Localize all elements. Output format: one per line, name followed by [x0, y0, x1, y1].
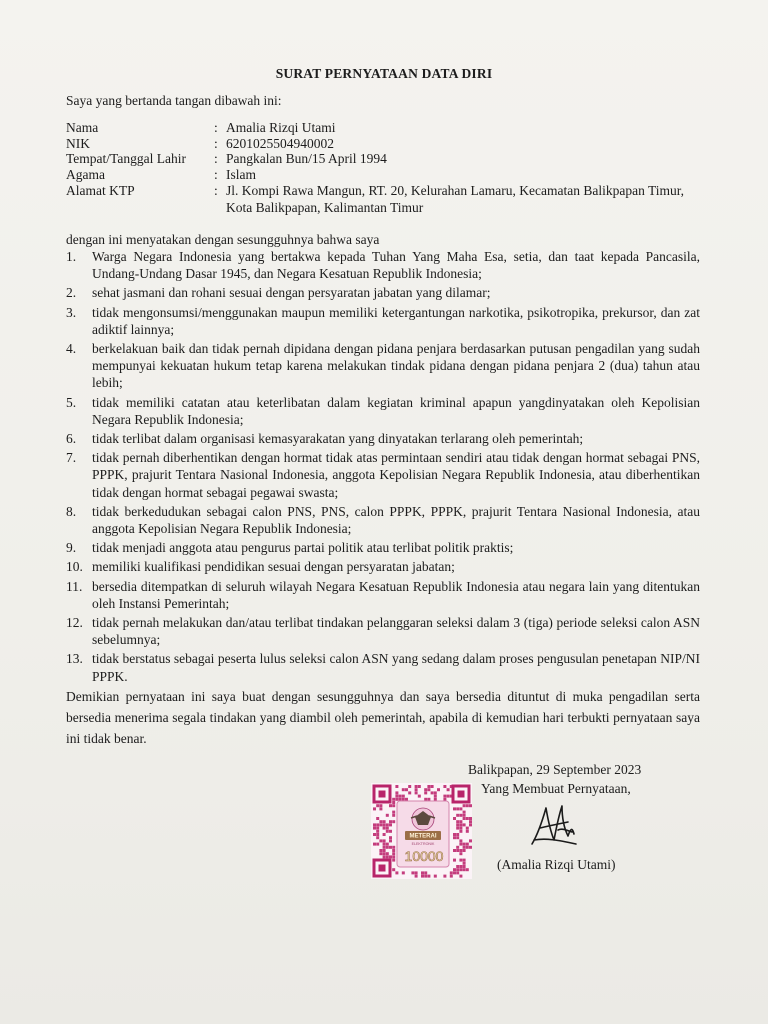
qr-module [376, 823, 379, 826]
qr-module [392, 820, 395, 823]
qr-module [466, 843, 469, 846]
qr-module [415, 785, 418, 788]
qr-module [383, 849, 386, 852]
qr-module [418, 785, 421, 788]
qr-module [459, 807, 462, 810]
qr-module [395, 791, 398, 794]
list-item: 8. tidak berkedudukan sebagai calon PNS, PNS, calon PPPK, PPPK, prajurit Tentara Nasional Indonesia, atau anggota Kepolisian Negara Republik Indonesia; [66, 503, 700, 537]
list-item: 2. sehat jasmani dan rohani sesuai dengan persyaratan jabatan yang dilamar; [66, 285, 491, 301]
qr-module [434, 795, 437, 798]
qr-module [395, 785, 398, 788]
closing-paragraph: Demikian pernyataan ini saya buat dengan sesungguhnya dan saya bersedia dituntut di muka pengadilan serta bersedia menerima segala tindakan yang diambil oleh pemerintah, apabila di kemudian hari terbukti pernyataan saya ini tidak benar. [66, 689, 700, 746]
qr-module [376, 836, 379, 839]
qr-module [459, 820, 462, 823]
qr-module [415, 875, 418, 878]
qr-module [456, 807, 459, 810]
qr-module [469, 817, 472, 820]
qr-module [450, 875, 453, 878]
qr-module [456, 849, 459, 852]
qr-module [456, 833, 459, 836]
qr-module [466, 868, 469, 871]
statement-list [66, 248, 700, 687]
identity-label: Alamat KTP [66, 183, 135, 198]
qr-module [453, 833, 456, 836]
qr-module [463, 868, 466, 871]
qr-module [389, 823, 392, 826]
qr-module [459, 875, 462, 878]
qr-module [379, 839, 382, 842]
qr-module [463, 804, 466, 807]
qr-module [389, 836, 392, 839]
qr-module [453, 871, 456, 874]
qr-module [427, 798, 430, 801]
qr-module [434, 791, 437, 794]
qr-module [469, 823, 472, 826]
qr-module [402, 871, 405, 874]
qr-module [399, 798, 402, 801]
qr-module [373, 807, 376, 810]
list-item: 11. bersedia ditempatkan di seluruh wilayah Negara Kesatuan Republik Indonesia atau negara lain yang ditentukan oleh Instansi Pemerintah; [66, 578, 700, 611]
qr-module [386, 823, 389, 826]
intro-text: Saya yang bertanda tangan dibawah ini: [66, 93, 282, 108]
list-item: 10. memiliki kualifikasi pendidikan sesuai dengan persyaratan jabatan; [66, 559, 455, 575]
qr-module [466, 817, 469, 820]
qr-module [456, 865, 459, 868]
qr-module [386, 830, 389, 833]
qr-module [463, 862, 466, 865]
qr-module [456, 868, 459, 871]
qr-module [466, 830, 469, 833]
qr-module [424, 875, 427, 878]
qr-module [443, 795, 446, 798]
qr-module [389, 804, 392, 807]
qr-module [447, 795, 450, 798]
qr-module [383, 820, 386, 823]
list-item: 13. tidak berstatus sebagai peserta lulus seleksi calon ASN yang sedang dalam proses pengusulan penetapan NIP/NI PPPK. [66, 651, 700, 684]
qr-module [373, 833, 376, 836]
qr-module [456, 846, 459, 849]
qr-module [408, 785, 411, 788]
qr-module [383, 827, 386, 830]
qr-module [463, 814, 466, 817]
identity-table [66, 120, 706, 216]
qr-module [383, 839, 386, 842]
qr-module [424, 871, 427, 874]
qr-module [421, 875, 424, 878]
maker-label: Yang Membuat Pernyataan, [481, 781, 631, 796]
qr-module [415, 788, 418, 791]
qr-module [373, 827, 376, 830]
qr-module [395, 795, 398, 798]
qr-module [386, 814, 389, 817]
qr-module [399, 795, 402, 798]
qr-module [386, 846, 389, 849]
qr-module [395, 871, 398, 874]
qr-module [469, 820, 472, 823]
qr-module [379, 820, 382, 823]
qr-module [427, 875, 430, 878]
qr-module [459, 849, 462, 852]
signer-name: (Amalia Rizqi Utami) [497, 857, 616, 872]
qr-module [469, 839, 472, 842]
qr-module [392, 849, 395, 852]
qr-module [389, 855, 392, 858]
qr-module [459, 852, 462, 855]
qr-module [421, 871, 424, 874]
qr-module [395, 798, 398, 801]
qr-module [389, 846, 392, 849]
qr-module [392, 846, 395, 849]
qr-module [424, 788, 427, 791]
stamp-label-text: METERAI [409, 833, 437, 840]
statement-intro: dengan ini menyatakan dengan sesungguhnya bahwa saya [66, 232, 380, 247]
list-item: 9. tidak menjadi anggota atau pengurus partai politik atau terlibat politik praktis; [66, 540, 514, 556]
qr-module [415, 791, 418, 794]
qr-module [453, 817, 456, 820]
qr-module [453, 807, 456, 810]
qr-module [389, 839, 392, 842]
qr-module [453, 868, 456, 871]
identity-label: NIK [66, 135, 90, 151]
qr-module [383, 855, 386, 858]
qr-module [424, 798, 427, 801]
qr-module [386, 827, 389, 830]
list-item: 3. tidak mengonsumsi/menggunakan maupun memiliki ketergantungan narkotika, psikotropika, prekursor, dan zat adiktif lainnya; [66, 304, 700, 337]
qr-module [463, 823, 466, 826]
qr-module [405, 788, 408, 791]
list-item: 1. Warga Negara Indonesia yang bertakwa kepada Tuhan Yang Maha Esa, setia, dan taat kepada Pancasila, Undang-Undang Dasar 1945, dan Negara Kesatuan Republik Indonesia; [66, 249, 700, 282]
identity-value: 6201025504940002 [226, 135, 334, 151]
qr-module [383, 846, 386, 849]
qr-module [418, 795, 421, 798]
qr-module [463, 811, 466, 814]
qr-module [392, 804, 395, 807]
identity-row-ttl: Tempat/Tanggal Lahir : Pangkalan Bun/15 April 1994 [66, 151, 706, 167]
qr-module [456, 871, 459, 874]
qr-module [431, 791, 434, 794]
qr-module [386, 855, 389, 858]
qr-module [392, 798, 395, 801]
identity-value: Jl. Kompi Rawa Mangun, RT. 20, Kelurahan Lamaru, Kecamatan Balikpapan Timur, Kota Balikpapan, Kalimantan Timur [226, 183, 685, 215]
qr-module [437, 788, 440, 791]
qr-module [415, 871, 418, 874]
qr-module [459, 839, 462, 842]
qr-module [376, 843, 379, 846]
qr-module [469, 846, 472, 849]
qr-module [379, 852, 382, 855]
qr-module [459, 827, 462, 830]
qr-module [450, 871, 453, 874]
qr-module [424, 791, 427, 794]
qr-module [411, 871, 414, 874]
qr-module [459, 865, 462, 868]
qr-module [383, 833, 386, 836]
qr-module [431, 785, 434, 788]
qr-module [408, 791, 411, 794]
identity-value: Islam [226, 166, 256, 182]
qr-module [386, 852, 389, 855]
qr-module [379, 849, 382, 852]
qr-module [392, 814, 395, 817]
qr-module [376, 827, 379, 830]
qr-module [434, 798, 437, 801]
qr-module [392, 852, 395, 855]
qr-module [383, 852, 386, 855]
qr-module [373, 843, 376, 846]
qr-module [386, 843, 389, 846]
qr-module [463, 846, 466, 849]
qr-module [459, 830, 462, 833]
qr-module [402, 798, 405, 801]
qr-module [392, 855, 395, 858]
qr-module [376, 804, 379, 807]
qr-module [379, 823, 382, 826]
qr-module [459, 859, 462, 862]
qr-module [434, 875, 437, 878]
qr-module [459, 823, 462, 826]
identity-value: Pangkalan Bun/15 April 1994 [226, 151, 387, 166]
signature-image [528, 800, 580, 850]
qr-module [402, 788, 405, 791]
qr-module [443, 785, 446, 788]
qr-module [466, 846, 469, 849]
qr-module [456, 827, 459, 830]
list-item: 7. tidak pernah diberhentikan dengan hormat tidak atas permintaan sendiri atau tidak dengan hormat sebagai PNS, PPPK, prajurit Tentara Nasional Indonesia, anggota Kepolisian Negara Republik Indonesia, atau diberhentikan tidak dengan hormat sebagai pegawai swasta; [66, 450, 700, 500]
qr-module [389, 820, 392, 823]
identity-row-nama: Nama : Amalia Rizqi Utami [66, 120, 706, 136]
qr-module [456, 820, 459, 823]
identity-row-alamat: Alamat KTP : Jl. Kompi Rawa Mangun, RT. 20, Kelurahan Lamaru, Kecamatan Balikpapan Timur, Kota Balikpapan, Kalimantan Timur [66, 182, 706, 216]
list-item: 12. tidak pernah melakukan dan/atau terlibat tindakan pelanggaran seleksi dalam 3 (tiga) periode seleksi calon ASN sebelumnya; [66, 615, 700, 648]
qr-module [383, 843, 386, 846]
qr-module [443, 875, 446, 878]
qr-module [443, 798, 446, 801]
stamp-subtext: ELEKTRONIK [411, 842, 435, 846]
identity-label: Tempat/Tanggal Lahir [66, 151, 186, 166]
qr-module [463, 865, 466, 868]
document-title: SURAT PERNYATAAN DATA DIRI [275, 66, 493, 81]
qr-module [466, 827, 469, 830]
qr-module [459, 843, 462, 846]
identity-label: Nama [66, 120, 99, 135]
qr-module [453, 836, 456, 839]
qr-module [459, 868, 462, 871]
identity-value: Amalia Rizqi Utami [226, 120, 336, 135]
qr-module [447, 788, 450, 791]
qr-module [453, 859, 456, 862]
qr-module [427, 788, 430, 791]
qr-module [383, 823, 386, 826]
qr-module [376, 833, 379, 836]
qr-module [376, 817, 379, 820]
qr-module [463, 817, 466, 820]
identity-label: Agama [66, 166, 105, 182]
qr-module [463, 843, 466, 846]
identity-row-nik: NIK : 6201025504940002 [66, 136, 706, 152]
qr-module [373, 823, 376, 826]
list-item: 6. tidak terlibat dalam organisasi kemasyarakatan yang dinyatakan terlarang oleh pemerintah; [66, 431, 584, 447]
list-item: 5. tidak memiliki catatan atau keterlibatan dalam kegiatan kriminal apapun yangdinyatakan oleh Kepolisian Negara Republik Indonesia; [66, 394, 700, 427]
qr-module [405, 798, 408, 801]
qr-module [456, 814, 459, 817]
qr-module [392, 868, 395, 871]
list-item: 4. berkelakuan baik dan tidak pernah dipidana dengan pidana penjara berdasarkan putusan pengadilan yang sudah mempunyai kekuatan hukum tetap karena melakukan tindak pidana dengan pidana penjara 2 (dua) tahun atau lebih; [66, 341, 700, 391]
e-meterai-stamp [371, 783, 472, 879]
qr-module [379, 804, 382, 807]
qr-module [456, 836, 459, 839]
qr-module [389, 830, 392, 833]
qr-module [466, 804, 469, 807]
qr-module [463, 849, 466, 852]
qr-module [392, 859, 395, 862]
qr-module [392, 811, 395, 814]
qr-module [379, 807, 382, 810]
place-date: Balikpapan, 29 September 2023 [468, 762, 642, 777]
qr-module [376, 830, 379, 833]
qr-module [456, 823, 459, 826]
qr-module [459, 814, 462, 817]
qr-module [453, 849, 456, 852]
stamp-value: 10000 [404, 848, 444, 864]
qr-module [463, 859, 466, 862]
identity-row-agama: Agama : Islam [66, 167, 706, 183]
qr-module [469, 804, 472, 807]
qr-module [402, 795, 405, 798]
qr-module [392, 801, 395, 804]
qr-module [427, 785, 430, 788]
